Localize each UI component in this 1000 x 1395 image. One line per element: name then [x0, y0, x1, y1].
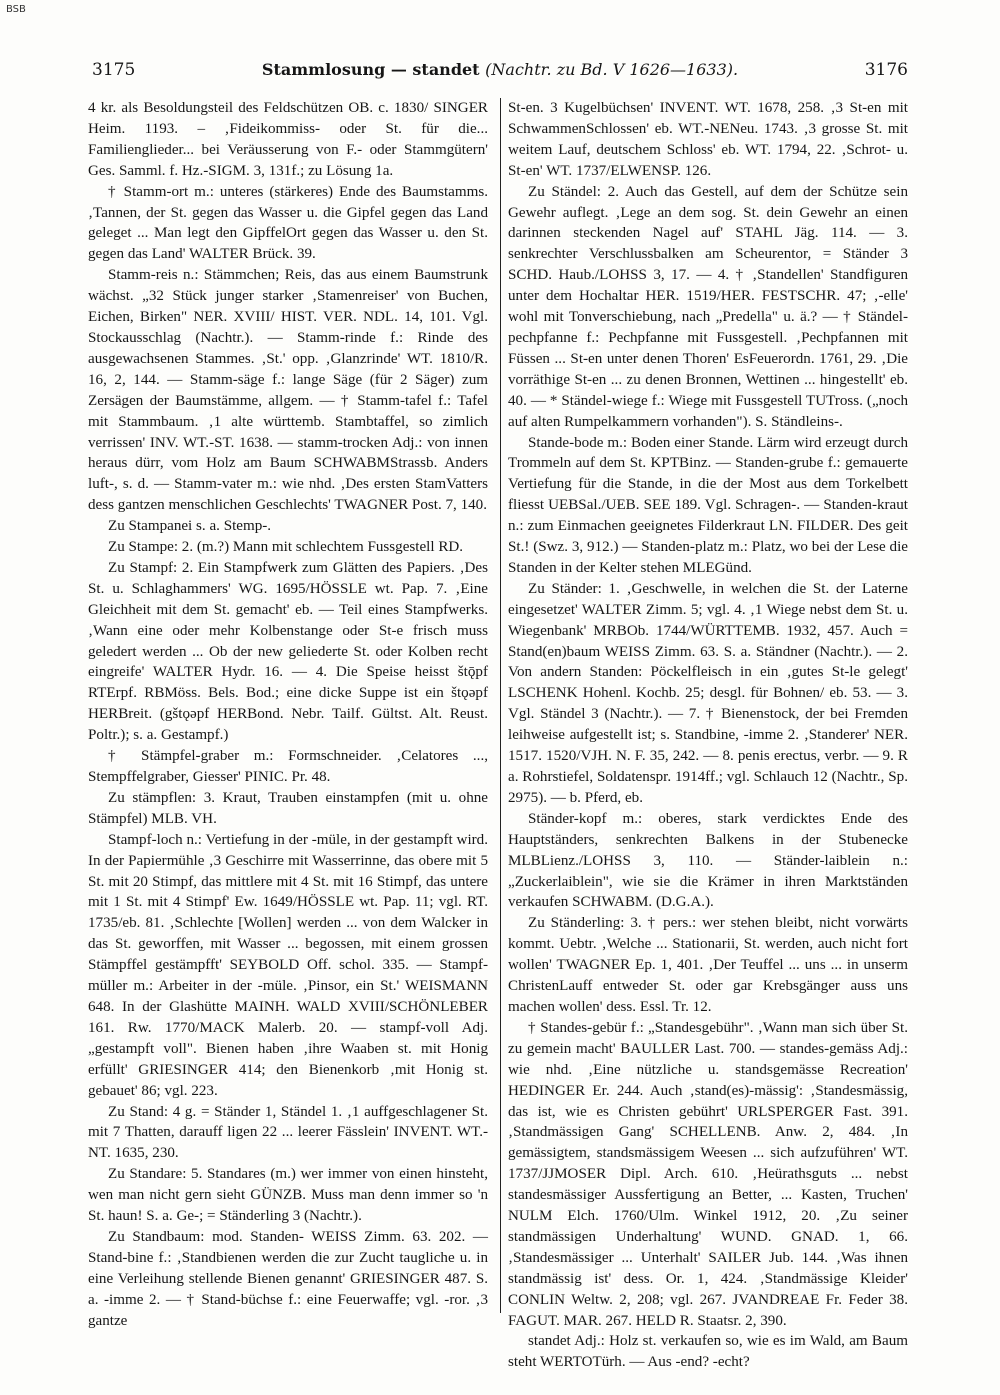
- right-column: [508, 98, 908, 1373]
- dictionary-entry: Stamm-reis n.: Stämmchen; Reis, das aus einem Baumstrunk wächst. „32 Stück junger starker ‚Stamenreiser' von Buchen, Eichen, Birken" NER. XVIII/ HIST. VER. NDL. 14, 101. Vgl. Stockausschlag (Nachtr.). — Stamm-rinde f.: Rinde des ausgewachsenen Stammes. ‚St.' opp. ‚Glanzrinde' WT. 1810/R. 16, 2, 144. — Stamm-säge f.: lange Säge (für 2 Säger) zum Zersägen der Baumstämme, allgem. — † Stamm-tafel f.: Tafel mit Stammbaum. ‚1 alte württemb. Stambtaffel, so zimlich verrissen' INV. WT.-ST. 1638. — stamm-trocken Adj.: von innen heraus dürr, vom Holz am Baum SCHWABMStrassb. Anders luft-, s. d. — Stamm-vater m.: wie nhd. ‚Des ersten StamVatters dess gantzen menschlichen Geschlechts' TWAGNER Post. 7, 140.: [88, 267, 488, 514]
- dictionary-entry: † Standes-gebür f.: „Standesgebühr". ‚Wann man sich über St. zu gemein macht' BAULLER Last. 700. — standes-gemäss Adj.: wie nhd. ‚Eine nützliche u. standsgemässe Recreation' HEDINGER Er. 244. Auch ‚stand(es)-mässig': ‚Standesmässig, das ist, wie es Christen gebührt' URLSPERGER Fast. 391. ‚Standmässigen Gang' SCHELLENB. Anw. 2, 484. ‚In gemässigtem, standsmässigem Weesen ... sich aufzuführen' WT. 1737/JJMOSER Dipl. Arch. 610. ‚Heürathsguts ... nebst standesmässiger Aussfertigung an Better, ... Kasten, Truchen' NULM Elch. 1760/Ulm. Winkel 1912, 20. ‚Zu seiner standmässigen Underhaltung' WUND. GNAD. 1, 66. ‚Standesmässiger ... Unterhalt' SAILER Jub. 144. ‚Was ihnen standmässig ist' dess. Or. 1, 424. ‚Standmässige Kleider' CONLIN Weltw. 2, 208; vgl. 267. JVANDREAE Fr. Feder 38. FAGUT. MAR. 267. HELD R. Staatsr. 2, 390.: [508, 1019, 908, 1329]
- column-divider: [500, 98, 501, 1313]
- dictionary-entry: Zu stämpflen: 3. Kraut, Trauben einstampfen (mit u. ohne Stämpfel) MLB. VH.: [88, 789, 488, 827]
- dictionary-entry: Zu Ständer: 1. ‚Geschwelle, in welchen die St. der Laterne eingesetzet' WALTER Zimm. 5; vgl. 4. ‚1 Wiege nebst dem St. u. Wiegenbank' MRBOb. 1744/WÜRTTEMB. 1932, 457. Auch = Stand(en)baum WEISS Zimm. 63. S. a. Ständner (Nachtr.). — 2. Von andern Standen: Pöckelfleisch in ein ‚gutes St-le gelegt' LSCHENK Hohenl. Kochb. 25; desgl. für Bohnen/ eb. 53. — 3. Vgl. Ständel 3 (Nachtr.). — 7. † Bienenstock, der bei Fremden leihweise aufgestellt ist; s. Standbine, -imme 2. ‚Standerer' NER. 1517. 1520/VJH. N. F. 35, 242. — 8. penis erectus, verbr. — 9. R a. Rohrstiefel, Soldatenspr. 1914ff.; vgl. Schlauch 12 (Nachtr., Sp. 2975). — b. Pferd, eb.: [508, 580, 908, 806]
- column-number-right: 3176: [864, 60, 908, 80]
- dictionary-entry: Zu Standbaum: mod. Standen- WEISS Zimm. 63. 202. — Stand-bine f.: ‚Standbienen werden die zur Zucht taugliche u. in eine Verleihung stellende Bienen genannt' GRIESINGER 487. S. a. -imme 2. — † Stand-büchse f.: eine Feuerwaffe; vgl. -ror. ‚3 gantze: [88, 1228, 488, 1329]
- dictionary-entry: † Stämpfel-graber m.: Formschneider. ‚Celatores ..., Stempffelgraber, Giesser' PINIC. Pr. 48.: [88, 748, 488, 785]
- running-title: [92, 60, 908, 79]
- dictionary-entry: 4 kr. als Besoldungsteil des Feldschützen OB. c. 1830/ SINGER Heim. 1193. – ‚Fideikommiss- oder St. für die... Familienglieder... bei Veräusserung von F.- oder Stammgütern' Ges. Samml. f. Hz.-SIGM. 3, 131f.; zu Lösung 1a.: [88, 100, 488, 179]
- dictionary-entry: Stande-bode m.: Boden einer Stande. Lärm wird erzeugt durch Trommeln auf dem St. KPTBinz. — Standen-grube f.: gemauerte Vertiefung für die Stande, in die der Most aus dem Torkelbett fliesst UEBSal./UEB. SEE 189. Vgl. Schragen-. — Standen-kraut n.: zum Einmachen geeignetes Filderkraut LN. FILDER. Des geit St.! (Swz. 3, 912.) — Standen-platz m.: Platz, wo bei der Lese die Standen in der Kelter stehen MLEGünd.: [508, 434, 908, 576]
- dictionary-entry: Zu Stampf: 2. Ein Stampfwerk zum Glätten des Papiers. ‚Des St. u. Schlaghammers' WG. 1695/HÖSSLE wt. Pap. 7. ‚Eine Gleichheit mit dem St. gemacht' eb. — Teil eines Stampfwerks. ‚Wann eine oder mehr Kolbenstange oder St-e frisch muss geledert werden ... Ob der new geliederte St. oder Kolben recht eingreife' WALTER Hydr. 16. — 4. Die Speise heisst štǭpf RTErpf. RBMöss. Bels. Bod.; eine dicke Suppe ist ein štǫəpf HERBreit. (gštǫəpf HERBond. Nebr. Tailf. Gültst. Alt. Reust. Poltr.); s. a. Gestampf.): [88, 559, 488, 744]
- dictionary-entry: Zu Ständel: 2. Auch das Gestell, auf dem der Schütze sein Gewehr auflegt. ‚Lege an dem sog. St. dein Gewehr an einen darinnen steckenden Nagel auf' STAHL Jäg. 114. — 3. senkrechter Verschlussbalken am Scheurentor, = Ständer 3 SCHD. Haub./LOHSS 3, 17. — 4. † ‚Standellen' Standfiguren unter dem Hochaltar HER. 1519/HER. FESTSCHR. 47; ‚-elle' wohl mit Tonverschiebung, nach „Predella" u. ä.? — † Ständel-pechpfanne f.: Pechpfanne mit Fussgestell. ‚Pechpfannen mit Füssen ... St-en unter denen Thoren' EsFeuerordn. 1761, 29. ‚Die vorräthige St-en ... zu denen Bronnen, Wettinen ... hingestellt' eb. 40. — * Ständel-wiege f.: Wiege mit Fussgestell TUTross. („noch auf alten Rumpelkammern vorhanden"). S. Ständleins-.: [508, 183, 908, 430]
- dictionary-entry: Zu Stampanei s. a. Stemp-.: [108, 518, 272, 535]
- page-header: [92, 60, 908, 90]
- dictionary-entry: Stampf-loch n.: Vertiefung in der -müle, in der gestampft wird. In der Papiermühle ‚3 Geschirre mit Wasserrinne, das obere mit 5 St. mit 20 Stimpf, das mittlere mit 4 St. mit 16 Stimpf, das untere mit 1 St. mit 4 Stimpf' Ew. 1649/HÖSSLE wt. Pap. 11; vgl. RT. 1735/eb. 81. ‚Schlechte [Wollen] werden ... von dem Walcker in das St. geworffen, mit Wasser ... begossen, mit einem grossen Stämpffel gestämpfft' SEYBOLD Off. schol. 335. — Stampf-müller m.: Arbeiter in der -müle. ‚Pinsor, ein St.' WEISMANN 648. In der Glashütte MAINH. WALD XVIII/SCHÖNLEBER 161. Rw. 1770/MACK Malerb. 20. — stampf-voll Adj. „gestampft voll". Bienen haben ‚ihre Waaben st. mit Honig erfüllt' GRIESINGER 414; den Bienenkorb ‚mit Honig st. gebauet' 86; vgl. 223.: [88, 831, 488, 1099]
- running-title-main: Stammlosung — standet: [261, 60, 480, 79]
- dictionary-entry: standet Adj.: Holz st. verkaufen so, wie es im Wald, am Baum steht WERTOTürh. — Aus -end? -echt?: [508, 1333, 908, 1371]
- dictionary-entry: Zu Stand: 4 g. = Ständer 1, Ständel 1. ‚1 auffgeschlagener St. mit 7 Thatten, darauff ligen 22 ... leerer Fässlein' INVENT. WT.-NT. 1635, 230.: [88, 1103, 488, 1162]
- dictionary-entry: St-en. 3 Kugelbüchsen' INVENT. WT. 1678, 258. ‚3 St-en mit SchwammenSchlossen' eb. WT.-NENeu. 1743. ‚3 grosse St. mit weitem Lauf, deutschem Schloss' eb. WT. 1794, 22. ‚Schrot- u. St-en' WT. 1737/ELWENSP. 126.: [508, 100, 908, 179]
- dictionary-entry: Zu Stampe: 2. (m.?) Mann mit schlechtem Fussgestell RD.: [108, 539, 464, 556]
- left-column: [88, 98, 488, 1331]
- dictionary-entry: Ständer-kopf m.: oberes, stark verdicktes Ende des Hauptständers, senkrechten Balkens in der Stubenecke MLBLienz./LOHSS 3, 110. — Ständer-laiblein n.: „Zuckerlaiblein", wie sie die Krämer in ihren Marktständen verkaufen SCHWABM. (D.G.A.).: [508, 810, 908, 911]
- column-number-left: 3175: [92, 60, 136, 80]
- dictionary-entry: † Stamm-ort m.: unteres (stärkeres) Ende des Baumstamms. ‚Tannen, der St. gegen das Wasser u. die Gipfel gegen das Land geleget ... Man legt den GipffelOrt gegen das Wasser u. den St. gegen das Land' WALTER Brück. 39.: [88, 183, 488, 263]
- dictionary-entry: Zu Standare: 5. Standares (m.) wer immer von einen hinsteht, wen man nicht gern sieht GÜNZB. Muss man denn immer so 'n St. haun! S. a. Ge-; = Ständerling 3 (Nachtr.).: [88, 1166, 488, 1225]
- dictionary-entry: Zu Ständerling: 3. † pers.: wer stehen bleibt, nicht vorwärts kommt. Uebtr. ‚Welche ... Stationarii, St. werden, auch nicht fort wollen' TWAGNER Ep. 1, 401. ‚Der Teuffel ... uns ... in unserm ChristenLauff entweder St. oder gar Krebsgänger auss uns machen wollen' dess. Essl. Tr. 12.: [508, 915, 908, 1015]
- library-stamp: BSB: [6, 4, 26, 15]
- running-title-note: (Nachtr. zu Bd. V 1626—1633).: [485, 60, 739, 79]
